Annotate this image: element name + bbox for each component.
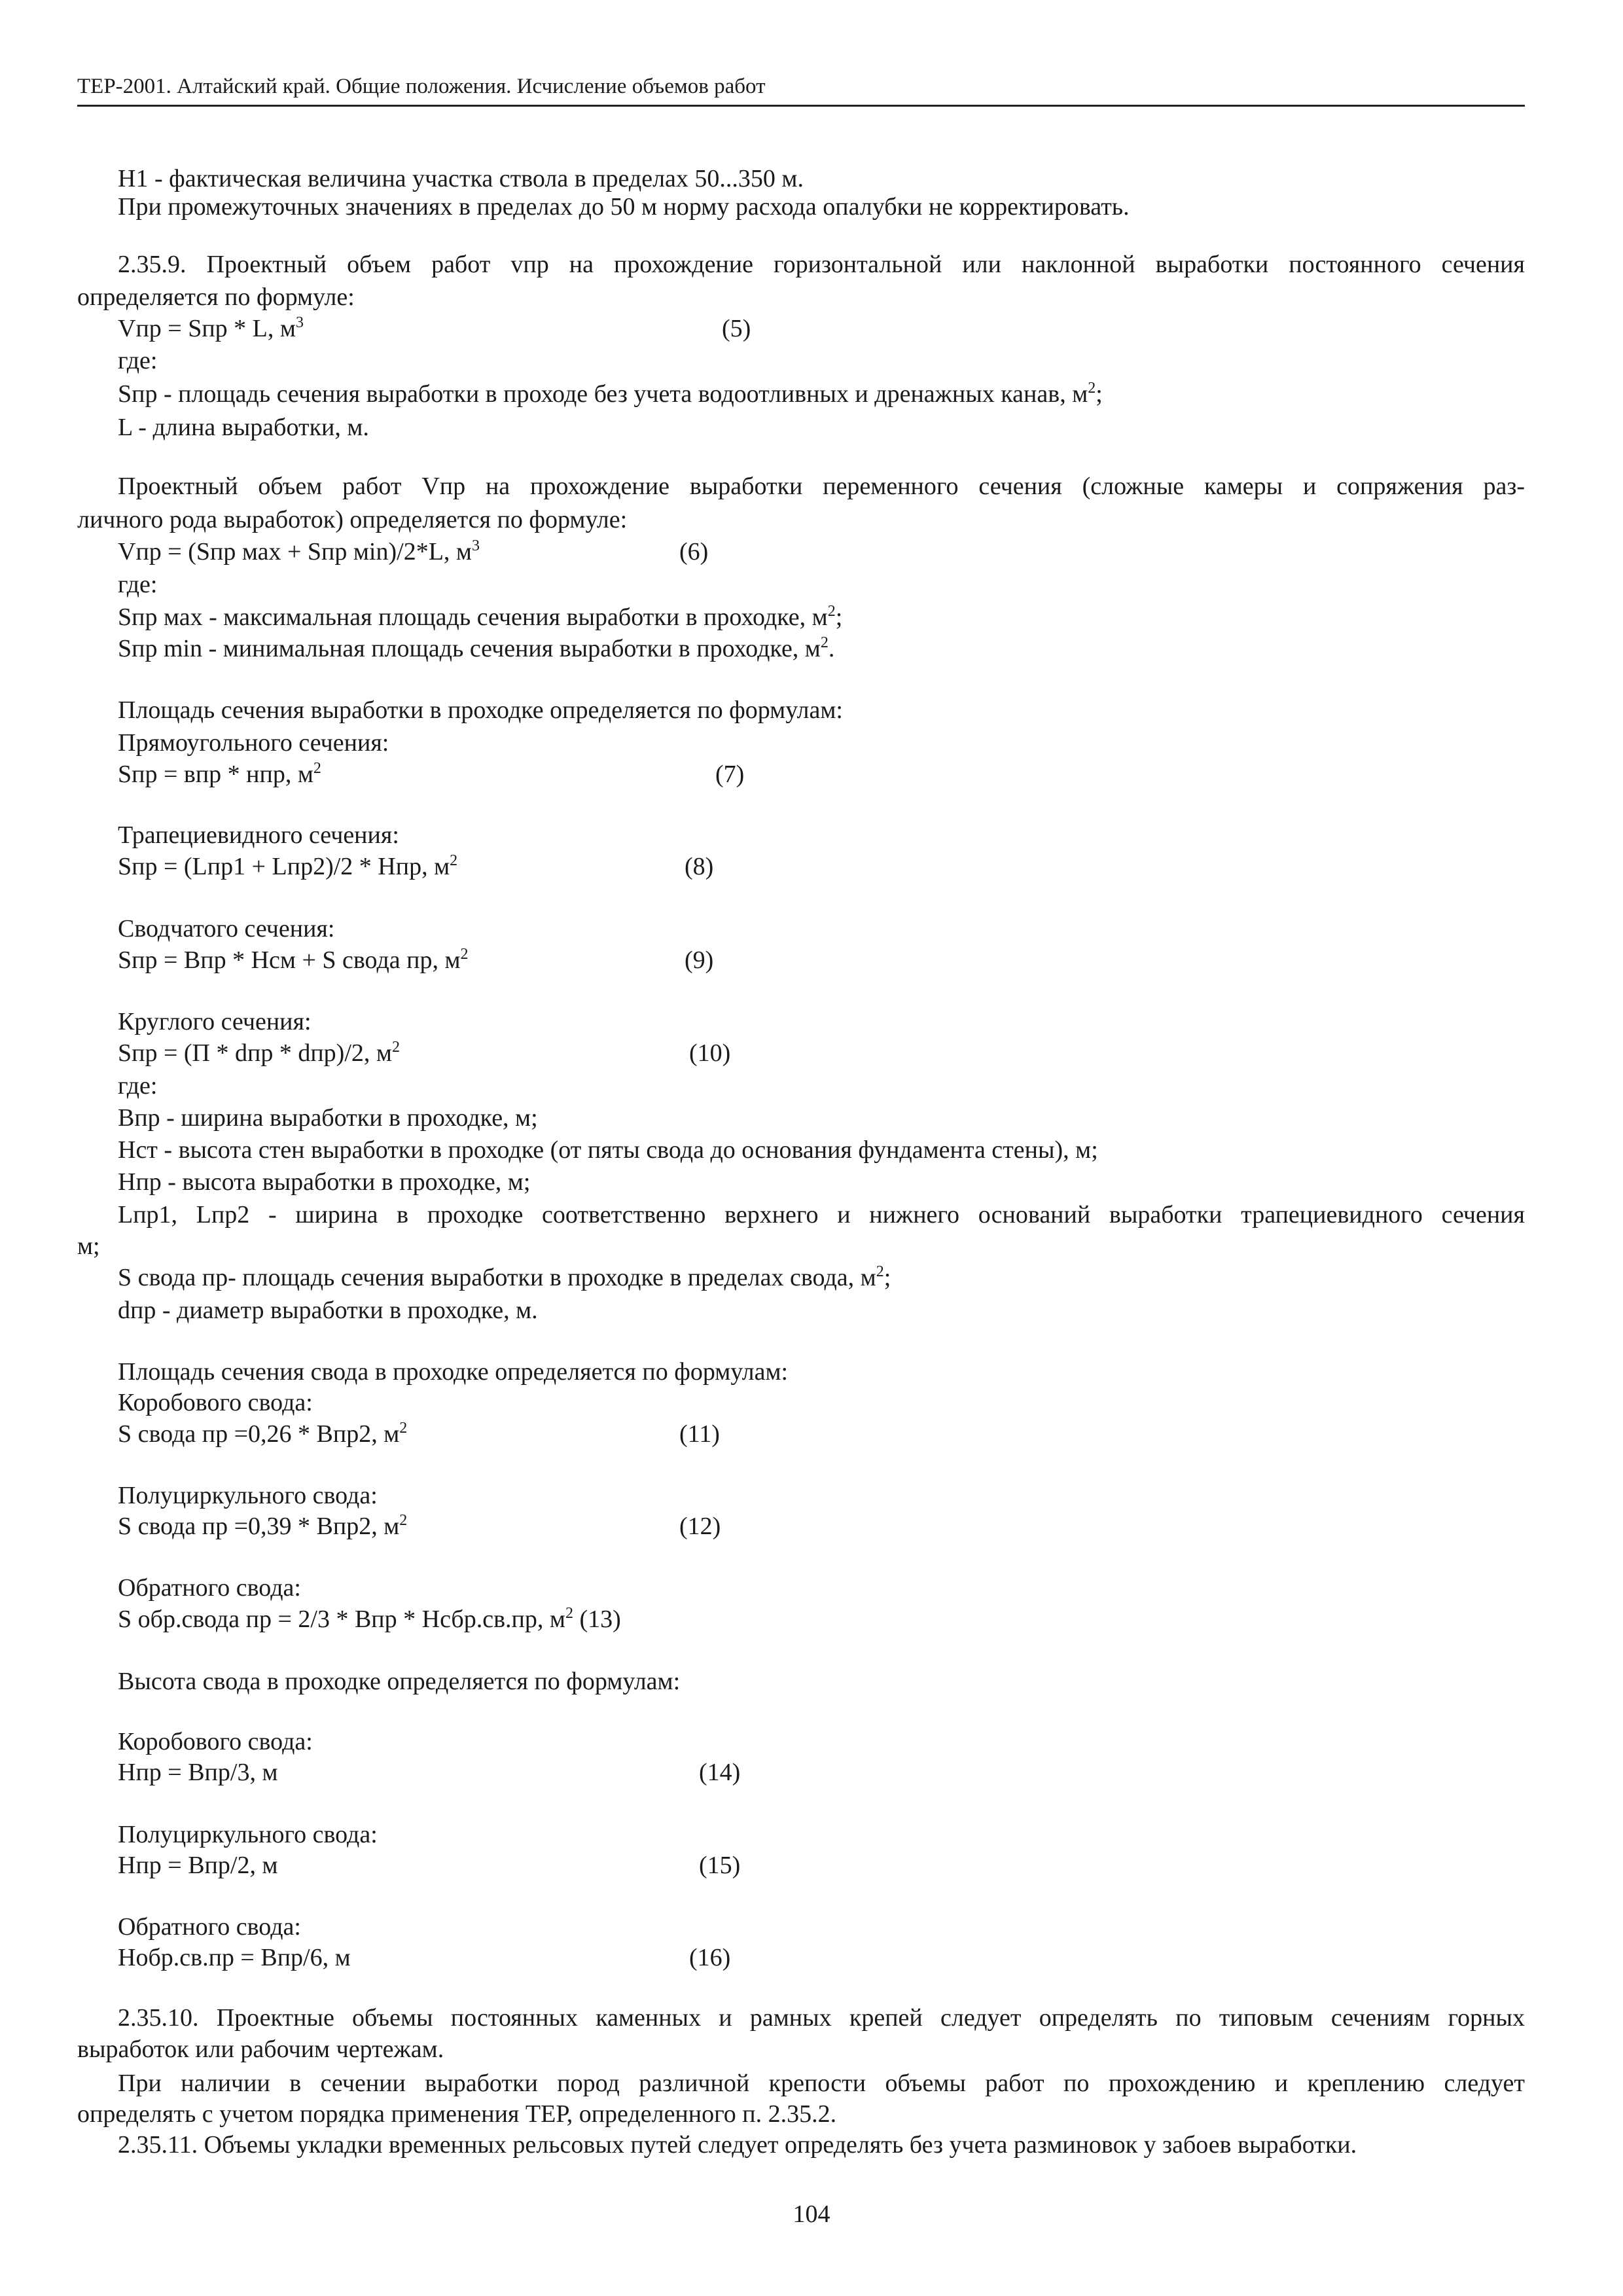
- formula-15: Нпр = Впр/2, м: [118, 1852, 278, 1879]
- section-label: Сводчатого сечения:: [118, 915, 335, 942]
- paragraph-line: Площадь сечения свода в проходке определяется по формулам:: [118, 1358, 789, 1386]
- paragraph-line: При промежуточных значениях в пределах до 50 м норму расхода опалубки не корректировать.: [118, 193, 1130, 221]
- paragraph-line: dпр - диаметр выработки в проходке, м.: [118, 1297, 538, 1324]
- formula-number: (10): [689, 1039, 731, 1067]
- formula-11: S свода пр =0,26 * Впр2, $м^2$: [118, 1420, 408, 1448]
- formula-5: Vпр = Sпр * L, $м^3$: [118, 314, 304, 342]
- formula-12: S свода пр =0,39 * Впр2, $м^2$: [118, 1512, 408, 1540]
- section-label: Круглого сечения:: [118, 1008, 312, 1035]
- formula-number: (9): [685, 946, 714, 974]
- paragraph-line: определять с учетом порядка применения ТЕР, определенного п. 2.35.2.: [77, 2100, 837, 2128]
- paragraph-line: где:: [118, 571, 158, 598]
- paragraph-line: 2.35.11. Объемы укладки временных рельсовых путей следует определять без учета разминовок у забоев выработки.: [118, 2131, 1357, 2159]
- formula-number: (7): [715, 761, 745, 788]
- formula-number: (12): [679, 1513, 721, 1540]
- paragraph-line: 2.35.10. Проектные объемы постоянных каменных и рамных крепей следует определять по типовым сечениям горных: [118, 2004, 1525, 2032]
- formula-14: Нпр = Впр/3, м: [118, 1759, 278, 1786]
- formula-10: Sпр = (П * dпр * dпр)/2, $м^2$: [118, 1039, 400, 1067]
- paragraph-line: м;: [77, 1232, 100, 1260]
- formula-8: Sпр = (Lпр1 + Lпр2)/2 * Нпр, $м^2$: [118, 852, 458, 880]
- paragraph-line: где:: [118, 1072, 158, 1100]
- paragraph-line: 2.35.9. Проектный объем работ vпр на прохождение горизонтальной или наклонной выработки постоянного сечения: [118, 251, 1525, 278]
- section-label: Трапециевидного сечения:: [118, 821, 399, 849]
- paragraph-line: выработок или рабочим чертежам.: [77, 2036, 444, 2063]
- formula-number: (14): [699, 1759, 741, 1786]
- page-number: 104: [793, 2200, 830, 2228]
- paragraph-line: Sпр - площадь сечения выработки в проходе без учета водоотливных и дренажных канав, $м^2$;: [118, 380, 1103, 408]
- running-header: ТЕР-2001. Алтайский край. Общие положения. Исчисление объемов работ: [77, 75, 766, 98]
- section-label: Прямоугольного сечения:: [118, 729, 389, 757]
- paragraph-line: Нст - высота стен выработки в проходке (от пяты свода до основания фундамента стены), м;: [118, 1136, 1098, 1164]
- formula-9: Sпр = Впр * Нсм + S свода пр, $м^2$: [118, 946, 469, 974]
- paragraph-line: Н1 - фактическая величина участка ствола в пределах 50...350 м.: [118, 165, 804, 192]
- paragraph-line: личного рода выработок) определяется по формуле:: [77, 506, 628, 533]
- formula-6: Vпр = (Sпр мах + Sпр мin)/2*L, $м^3$: [118, 537, 480, 565]
- formula-number: (11): [679, 1420, 720, 1448]
- paragraph-line: Нпр - высота выработки в проходке, м;: [118, 1168, 531, 1196]
- section-label: Коробового свода:: [118, 1728, 313, 1755]
- section-label: Обратного свода:: [118, 1574, 301, 1602]
- formula-number: (15): [699, 1852, 741, 1879]
- formula-7: Sпр = впр * нпр, $м^2$: [118, 760, 321, 788]
- formula-number: (6): [679, 538, 709, 565]
- section-label: Коробового свода:: [118, 1389, 313, 1416]
- paragraph-line: Проектный объем работ Vпр на прохождение выработки переменного сечения (сложные камеры и сопряжения раз-: [118, 473, 1525, 500]
- paragraph-line: Высота свода в проходке определяется по формулам:: [118, 1668, 681, 1695]
- section-label: Полуциркульного свода:: [118, 1821, 378, 1848]
- paragraph-line: Sпр min - минимальная площадь сечения выработки в проходке, $м^2$.: [118, 634, 835, 662]
- formula-13: S обр.свода пр = 2/3 * Впр * Нсбр.св.пр, $м^2$ (13): [118, 1605, 621, 1633]
- paragraph-line: L - длина выработки, м.: [118, 414, 369, 441]
- paragraph-line: Sпр мах - максимальная площадь сечения выработки в проходке, $м^2$;: [118, 603, 843, 631]
- paragraph-line: Впр - ширина выработки в проходке, м;: [118, 1104, 538, 1132]
- formula-16: Нобр.св.пр = Впр/6, м: [118, 1944, 351, 1971]
- paragraph-line: Площадь сечения выработки в проходке определяется по формулам:: [118, 696, 843, 724]
- formula-number: (16): [689, 1944, 731, 1971]
- header-rule: [77, 105, 1525, 107]
- section-label: Обратного свода:: [118, 1913, 301, 1941]
- paragraph-line: При наличии в сечении выработки пород различной крепости объемы работ по прохождению и креплению следует: [118, 2070, 1525, 2097]
- paragraph-line: где:: [118, 347, 158, 374]
- section-label: Полуциркульного свода:: [118, 1482, 378, 1509]
- formula-number: (5): [722, 315, 751, 342]
- paragraph-line: определяется по формуле:: [77, 283, 355, 311]
- paragraph-line: Lпр1, Lпр2 - ширина в проходке соответственно верхнего и нижнего оснований выработки трапециевидного сечения: [118, 1201, 1525, 1229]
- paragraph-line: S свода пр- площадь сечения выработки в проходке в пределах свода, $м^2$;: [118, 1263, 891, 1291]
- formula-number: (8): [685, 853, 714, 880]
